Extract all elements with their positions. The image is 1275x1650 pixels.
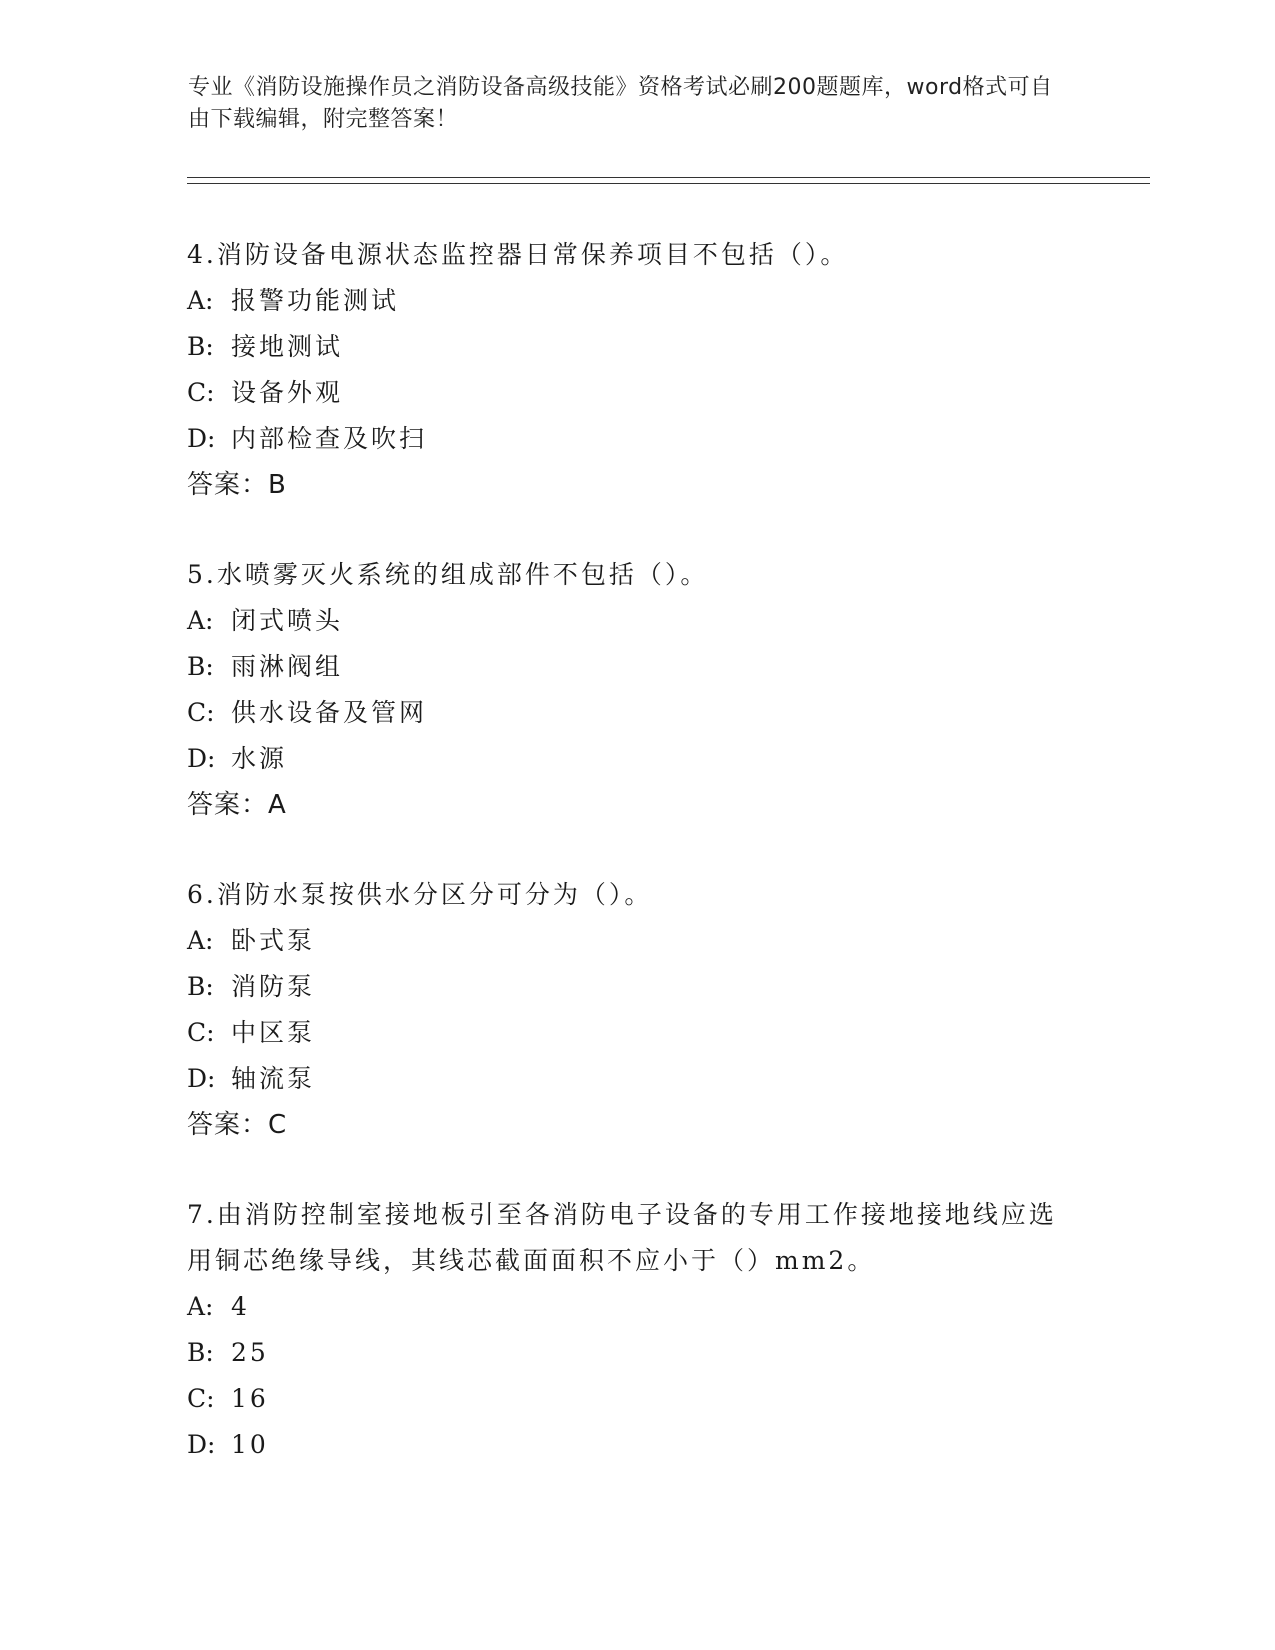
- option-label: D:: [187, 744, 216, 773]
- question-stem: 5.水喷雾灭火系统的组成部件不包括（）。: [187, 560, 709, 589]
- header-divider-bottom: [187, 183, 1150, 184]
- option-b: [187, 964, 1067, 1010]
- option-text: 中区泵: [231, 1018, 316, 1047]
- question-5: [187, 552, 1067, 828]
- option-label: A:: [187, 926, 214, 955]
- answer-prefix: 答案：: [187, 470, 269, 500]
- option-text: 25: [231, 1338, 269, 1367]
- option-a: [187, 1284, 1067, 1330]
- option-b: [187, 644, 1067, 690]
- option-c: [187, 1376, 1067, 1422]
- option-label: D:: [187, 1430, 216, 1459]
- answer-line: [187, 462, 1067, 508]
- option-text: 内部检查及吹扫: [231, 424, 428, 453]
- option-label: C:: [187, 698, 215, 727]
- option-c: [187, 1010, 1067, 1056]
- option-a: [187, 278, 1067, 324]
- option-label: A:: [187, 1292, 214, 1321]
- option-text: 闭式喷头: [231, 606, 344, 635]
- option-text: 接地测试: [231, 332, 344, 361]
- option-text: 消防泵: [231, 972, 316, 1001]
- document-header: 专业《消防设施操作员之消防设备高级技能》资格考试必刷200题题库，word格式可自由下载编辑，附完整答案！: [188, 75, 1053, 132]
- option-label: B:: [187, 972, 214, 1001]
- question-6: [187, 872, 1067, 1148]
- option-text: 4: [231, 1292, 250, 1321]
- option-text: 雨淋阀组: [231, 652, 344, 681]
- option-c: [187, 370, 1067, 416]
- answer-line: [187, 1102, 1067, 1148]
- question-7: [187, 1192, 1067, 1468]
- option-text: 轴流泵: [231, 1064, 316, 1093]
- question-stem: 4.消防设备电源状态监控器日常保养项目不包括（）。: [187, 240, 849, 269]
- answer-value: B: [268, 470, 287, 500]
- answer-value: C: [268, 1110, 288, 1140]
- option-text: 水源: [231, 744, 288, 773]
- question-stem: 7.由消防控制室接地板引至各消防电子设备的专用工作接地接地线应选用铜芯绝缘导线，其线芯截面面积不应小于（）mm2。: [187, 1200, 1057, 1275]
- option-label: C:: [187, 378, 215, 407]
- header-divider-top: [187, 177, 1150, 178]
- option-b: [187, 324, 1067, 370]
- option-text: 卧式泵: [231, 926, 316, 955]
- answer-prefix: 答案：: [187, 1110, 269, 1140]
- option-text: 报警功能测试: [231, 286, 400, 315]
- option-label: D:: [187, 1064, 216, 1093]
- option-a: [187, 918, 1067, 964]
- option-text: 设备外观: [231, 378, 344, 407]
- option-text: 10: [231, 1430, 269, 1459]
- question-stem: 6.消防水泵按供水分区分可分为（）。: [187, 880, 653, 909]
- option-d: [187, 1422, 1067, 1468]
- option-label: B:: [187, 652, 214, 681]
- option-label: D:: [187, 424, 216, 453]
- option-d: [187, 416, 1067, 462]
- option-d: [187, 1056, 1067, 1102]
- option-label: C:: [187, 1018, 215, 1047]
- option-label: C:: [187, 1384, 215, 1413]
- option-text: 供水设备及管网: [231, 698, 428, 727]
- option-text: 16: [231, 1384, 269, 1413]
- option-label: B:: [187, 1338, 214, 1367]
- option-c: [187, 690, 1067, 736]
- option-a: [187, 598, 1067, 644]
- option-label: B:: [187, 332, 214, 361]
- option-label: A:: [187, 606, 214, 635]
- option-label: A:: [187, 286, 214, 315]
- option-d: [187, 736, 1067, 782]
- answer-prefix: 答案：: [187, 790, 269, 820]
- option-b: [187, 1330, 1067, 1376]
- answer-line: [187, 782, 1067, 828]
- question-4: [187, 232, 1067, 508]
- answer-value: A: [268, 790, 287, 820]
